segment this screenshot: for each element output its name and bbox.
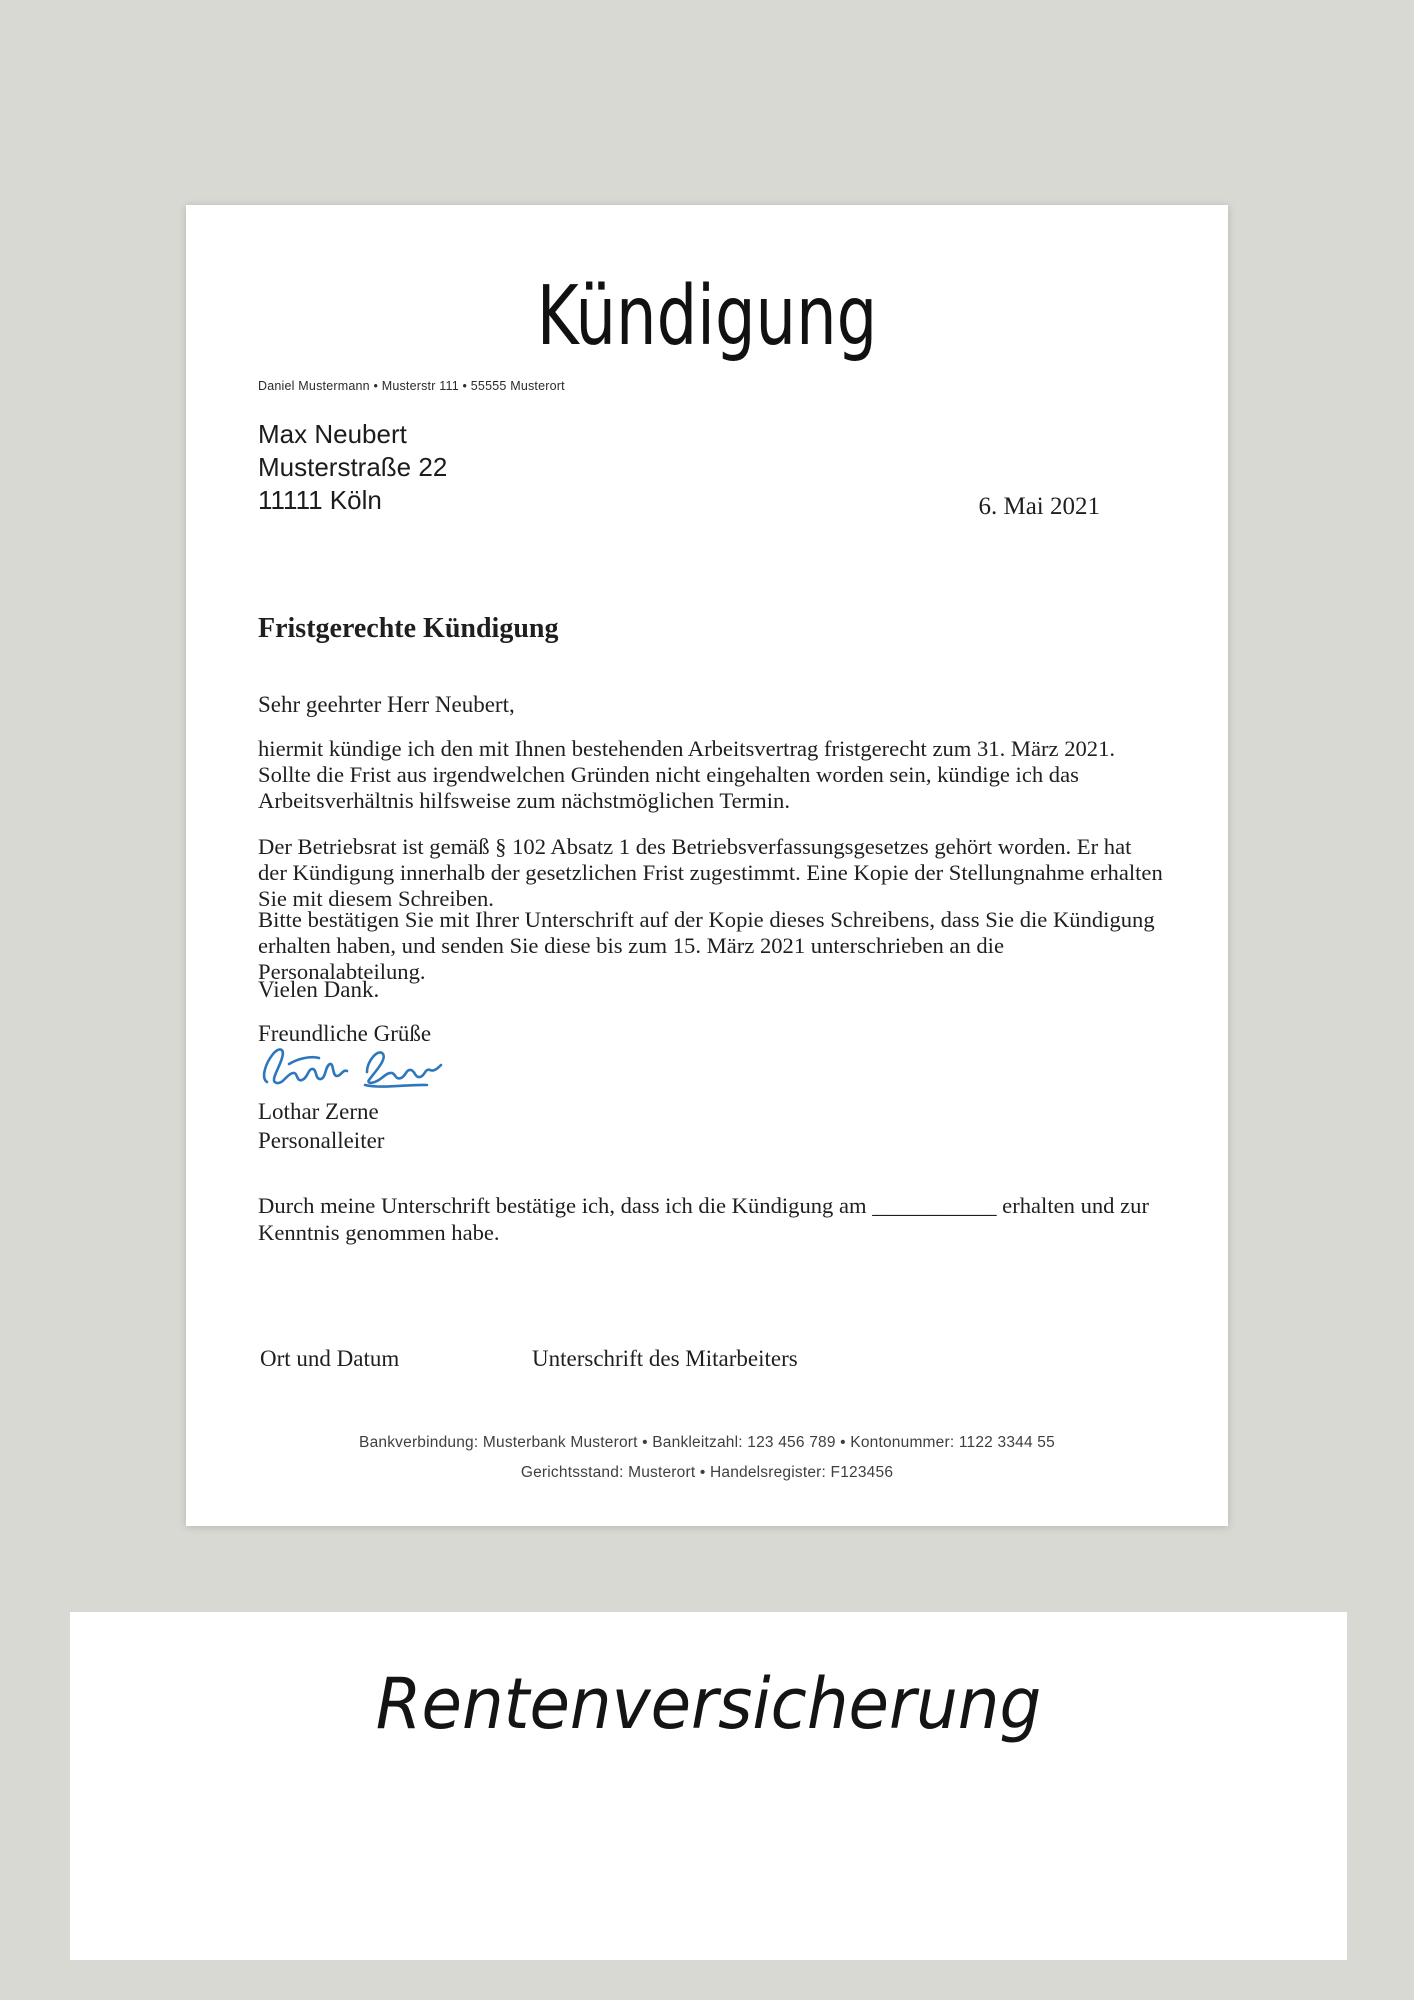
body-paragraph-1: hiermit kündige ich den mit Ihnen bestehenden Arbeitsvertrag fristgerecht zum 31. März 2021. Sollte die Frist aus irgendwelchen Gründen nicht eingehalten worden sein, kündige ich das Arbeitsverhältnis hilfsweise zum nächstmöglichen Termin. [258,736,1116,813]
subject-heading: Fristgerechte Kündigung [258,613,559,644]
footer-registry-line: Gerichtsstand: Musterort • Handelsregister: F123456 [520,1464,894,1481]
letter-footer [186,1428,1228,1488]
body-paragraph-2: Der Betriebsrat ist gemäß § 102 Absatz 1 des Betriebsverfassungsgesetzes gehört worden. Er hat der Kündigung innerhalb der gesetzlichen Frist zugestimmt. Eine Kopie der Stellungnahme erhalten Sie mit diesem Schreiben. [258,834,1163,911]
letter-title: Kündigung [536,269,878,364]
letter-date: 6. Mai 2021 [978,493,1100,520]
body-paragraph-3: Bitte bestätigen Sie mit Ihrer Unterschrift auf der Kopie dieses Schreibens, dass Sie die Kündigung erhalten haben, und senden Sie diese bis zum 15. März 2021 unterschrieben an die Personalabteilung. [258,907,1155,984]
confirmation-paragraph: Durch meine Unterschrift bestätige ich, dass ich die Kündigung am ___________ erhalten und zur Kenntnis genommen habe. [258,1193,1149,1245]
thanks-line: Vielen Dank. [258,977,380,1002]
salutation: Sehr geehrter Herr Neubert, [258,692,515,717]
pension-card-title: Rentenversicherung [375,1663,1042,1745]
footer-bank-line: Bankverbindung: Musterbank Musterort • Bankleitzahl: 123 456 789 • Kontonummer: 1122 3344 55 [359,1434,1055,1451]
recipient-name: Max Neubert [258,419,407,449]
employee-signature-label: Unterschrift des Mitarbeiters [532,1346,798,1371]
signer-role: Personalleiter [258,1128,385,1153]
signer-name: Lothar Zerne [258,1099,379,1124]
closing-line: Freundliche Grüße [258,1021,432,1046]
recipient-address [258,418,447,517]
place-date-label: Ort und Datum [260,1346,400,1371]
sender-address-line: Daniel Mustermann • Musterstr 111 • 55555 Musterort [258,379,565,393]
termination-letter-page [186,205,1228,1526]
recipient-city: 11111 Köln [258,485,382,515]
handwritten-signature-image [254,1039,450,1093]
recipient-street: Musterstraße 22 [258,452,448,482]
pension-insurance-card [70,1612,1347,1960]
signer-block [258,1097,384,1155]
